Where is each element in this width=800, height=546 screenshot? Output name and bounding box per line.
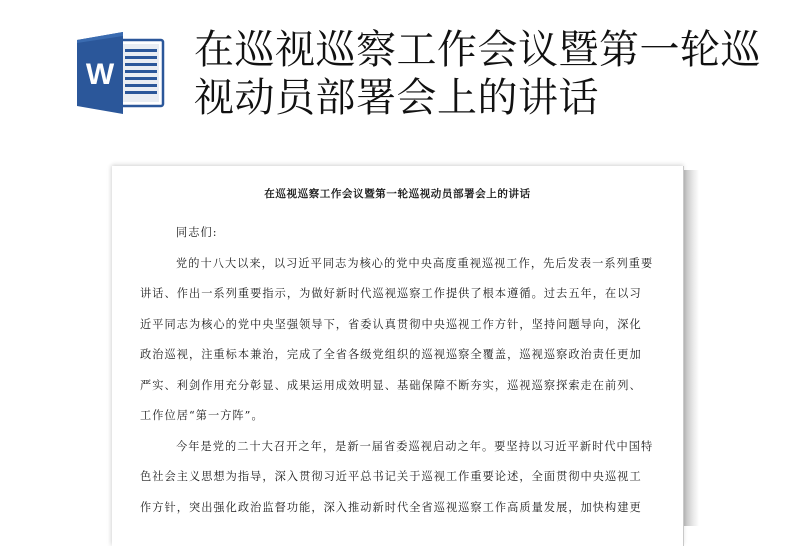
page-shadow [683,170,699,526]
paragraph-line: 讲话、作出一系列重要指示，为做好新时代巡视巡察工作提供了根本遵循。过去五年，在以习 [140,287,642,300]
paragraph-line: 严实、利剑作用充分彰显、成果运用成效明显、基础保障不断夯实，巡视巡察探索走在前列、 [140,378,642,392]
paragraph-line: 党的十八大以来，以习近平同志为核心的党中央高度重视巡视工作，先后发表一系列重要 [176,256,654,270]
paragraph-line: 色社会主义思想为指导，深入贯彻习近平总书记关于巡视工作重要论述，全面贯彻中央巡视工 [140,470,642,483]
banner-title [194,26,761,122]
svg-text:W: W [85,58,115,91]
paragraph-2 [140,432,654,524]
paragraph-line: 今年是党的二十大召开之年，是新一届省委巡视启动之年。要坚持以习近平新时代中国特 [176,439,654,453]
paragraph-1 [140,249,654,432]
greeting: 同志们: [176,226,218,239]
banner-title-line-1: 在巡视巡察工作会议暨第一轮巡 [194,27,761,73]
word-document-icon [75,32,165,114]
paragraph-line: 政治巡视，注重标本兼治，完成了全省各级党组织的巡视巡察全覆盖，巡视巡察政治责任更加 [140,348,642,361]
banner-title-line-2: 视动员部署会上的讲话 [194,75,599,121]
banner-header [0,0,800,150]
paragraph-line: 作方针，突出强化政治监督功能，深入推动新时代全省巡视巡察工作高质量发展，加快构建更 [140,500,642,514]
paragraph-line: 工作位居“第一方阵”。 [140,409,264,422]
paragraph-line: 近平同志为核心的党中央坚强领导下，省委认真贯彻中央巡视工作方针，坚持问题导向，深化 [140,317,642,331]
document-title: 在巡视巡察工作会议暨第一轮巡视动员部署会上的讲话 [264,188,531,200]
document-body [140,218,654,523]
document-page [112,166,684,546]
